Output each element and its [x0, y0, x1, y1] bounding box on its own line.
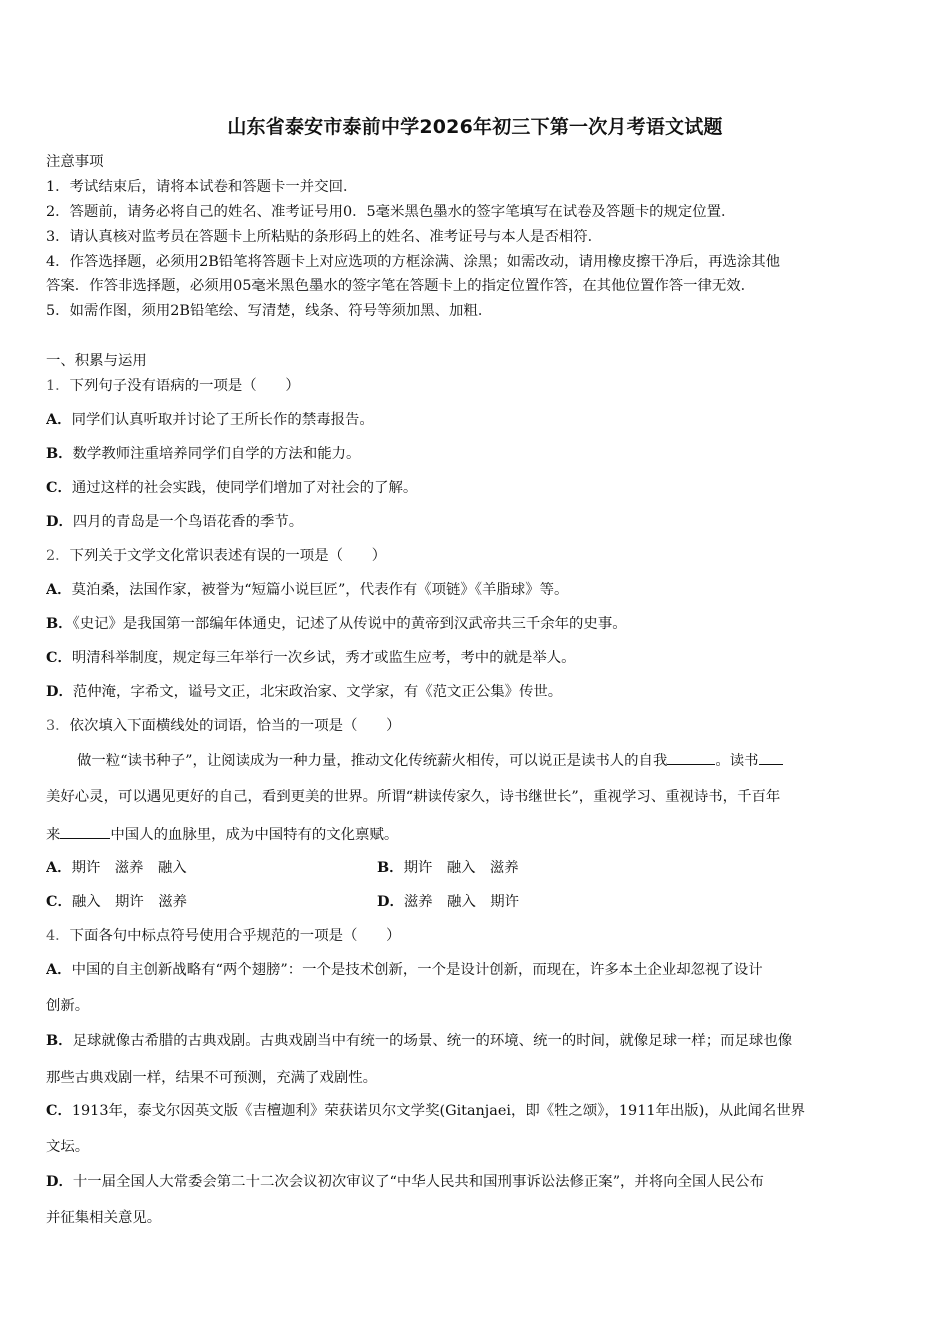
question-stem: 下列句子没有语病的一项是（ ）	[69, 378, 300, 394]
q2-option-d	[46, 682, 916, 702]
question-stem: 下列关于文学文化常识表述有误的一项是（ ）	[69, 548, 387, 564]
option-text: 期许 滋养 融入	[71, 860, 187, 876]
option-label: B．	[46, 615, 73, 632]
option-label: B．	[377, 859, 404, 876]
option-text: 十一届全国人大常委会第二十二次会议初次审议了“中华人民共和国刑事诉讼法修正案”，并将向全国人民公布	[72, 1174, 764, 1190]
passage-text: 来	[46, 827, 61, 843]
notice-item: 答案．作答非选择题，必须用05毫米黑色墨水的签字笔在答题卡上的指定位置作答，在其他位置作答一律无效．	[46, 278, 756, 294]
question-number: 3．	[46, 718, 70, 734]
option-text: 范仲淹，字希文，谥号文正，北宋政治家、文学家，有《范文正公集》传世。	[72, 684, 563, 700]
option-text: 莫泊桑，法国作家，被誉为“短篇小说巨匠”，代表作有《项链》《羊脂球》等。	[71, 582, 569, 598]
option-label: A．	[46, 411, 72, 428]
option-text: 《史记》是我国第一部编年体通史，记述了从传说中的黄帝到汉武帝共三千余年的史事。	[72, 616, 627, 632]
question-number: 2．	[46, 548, 70, 564]
option-label: D．	[377, 893, 404, 910]
q1-option-c	[46, 478, 916, 498]
q4-option-d-cont: 并征集相关意见。	[46, 1210, 162, 1226]
question-2	[46, 546, 916, 566]
q4-option-b	[46, 1031, 916, 1051]
passage-text: 。读书	[715, 753, 759, 769]
option-text: 四月的青岛是一个鸟语花香的季节。	[72, 514, 304, 530]
option-label: D．	[46, 683, 73, 700]
q4-option-d	[46, 1172, 916, 1192]
question-4	[46, 926, 916, 946]
question-3	[46, 716, 916, 736]
q4-option-c	[46, 1101, 916, 1121]
option-label: B．	[46, 445, 73, 462]
q2-option-b	[46, 614, 916, 634]
notice-item: 5．如需作图，须用2B铅笔绘、写清楚，线条、符号等须加黑、加粗．	[46, 303, 493, 319]
q3-option-d	[377, 892, 897, 912]
passage-text: 中国人的血脉里，成为中国特有的文化禀赋。	[110, 827, 399, 843]
option-label: A．	[46, 581, 72, 598]
option-label: C．	[46, 649, 72, 666]
page-title: 山东省泰安市泰前中学2026年初三下第一次月考语文试题	[227, 116, 723, 138]
notice-heading: 注意事项	[46, 154, 104, 170]
option-label: B．	[46, 1032, 73, 1049]
question-stem: 下面各句中标点符号使用合乎规范的一项是（ ）	[69, 928, 401, 944]
q4-option-c-cont: 文坛。	[46, 1139, 90, 1155]
q1-option-a	[46, 410, 916, 430]
option-text: 滋养 融入 期许	[403, 894, 520, 910]
q4-option-a-cont: 创新。	[46, 998, 90, 1014]
option-label: D．	[46, 1173, 73, 1190]
q3-passage-line: 美好心灵，可以遇见更好的自己，看到更美的世界。所谓“耕读传家久，诗书继世长”，重视学习、重视诗书，千百年	[46, 789, 781, 805]
option-text: 通过这样的社会实践，使同学们增加了对社会的了解。	[71, 480, 418, 496]
fill-blank	[759, 750, 783, 765]
question-number: 4．	[46, 928, 70, 944]
option-text: 中国的自主创新战略有“两个翅膀”：一个是技术创新，一个是设计创新，而现在，许多本土企业却忽视了设计	[71, 962, 763, 978]
question-number: 1．	[46, 378, 70, 394]
q1-option-d	[46, 512, 916, 532]
notice-item: 1．考试结束后，请将本试卷和答题卡一并交回．	[46, 179, 358, 195]
option-label: C．	[46, 1102, 72, 1119]
option-text: 同学们认真听取并讨论了王所长作的禁毒报告。	[71, 412, 374, 428]
option-text: 明清科举制度，规定每三年举行一次乡试，秀才或监生应考，考中的就是举人。	[71, 650, 576, 666]
option-label: C．	[46, 479, 72, 496]
option-text: 数学教师注重培养同学们自学的方法和能力。	[72, 446, 361, 462]
option-text: 1913年，泰戈尔因英文版《吉檀迦利》荣获诺贝尔文学奖(Gitanjaei，即《牲之颂》，1911年出版)，从此闻名世界	[71, 1103, 806, 1119]
passage-text: 做一粒“读书种子”，让阅读成为一种力量，推动文化传统薪火相传，可以说正是读书人的自我	[77, 753, 668, 769]
fill-blank	[667, 750, 715, 765]
q3-passage-line	[46, 750, 916, 771]
q2-option-c	[46, 648, 916, 668]
section-heading: 一、积累与运用	[46, 353, 147, 369]
option-label: C．	[46, 893, 72, 910]
q2-option-a	[46, 580, 916, 600]
option-text: 融入 期许 滋养	[71, 894, 187, 910]
option-text: 足球就像古希腊的古典戏剧。古典戏剧当中有统一的场景、统一的环境、统一的时间，就像足球一样；而足球也像	[72, 1033, 793, 1049]
q3-option-b	[377, 858, 897, 878]
question-stem: 依次填入下面横线处的词语，恰当的一项是（ ）	[69, 718, 401, 734]
fill-blank	[60, 824, 110, 839]
option-label: A．	[46, 859, 72, 876]
notice-item: 2．答题前，请务必将自己的姓名、准考证号用0．5毫米黑色墨水的签字笔填写在试卷及答题卡的规定位置．	[46, 204, 736, 220]
option-text: 期许 融入 滋养	[403, 860, 519, 876]
notice-item: 4．作答选择题，必须用2B铅笔将答题卡上对应选项的方框涂满、涂黑；如需改动，请用橡皮擦干净后，再选涂其他	[46, 254, 781, 270]
q3-option-a	[46, 860, 187, 876]
q4-option-b-cont: 那些古典戏剧一样，结果不可预测，充满了戏剧性。	[46, 1070, 377, 1086]
option-label: A．	[46, 961, 72, 978]
notice-item: 3．请认真核对监考员在答题卡上所粘贴的条形码上的姓名、准考证号与本人是否相符．	[46, 229, 603, 245]
question-1	[46, 376, 916, 396]
q4-option-a	[46, 960, 916, 980]
q3-passage-line	[46, 824, 916, 845]
option-label: D．	[46, 513, 73, 530]
q1-option-b	[46, 444, 916, 464]
